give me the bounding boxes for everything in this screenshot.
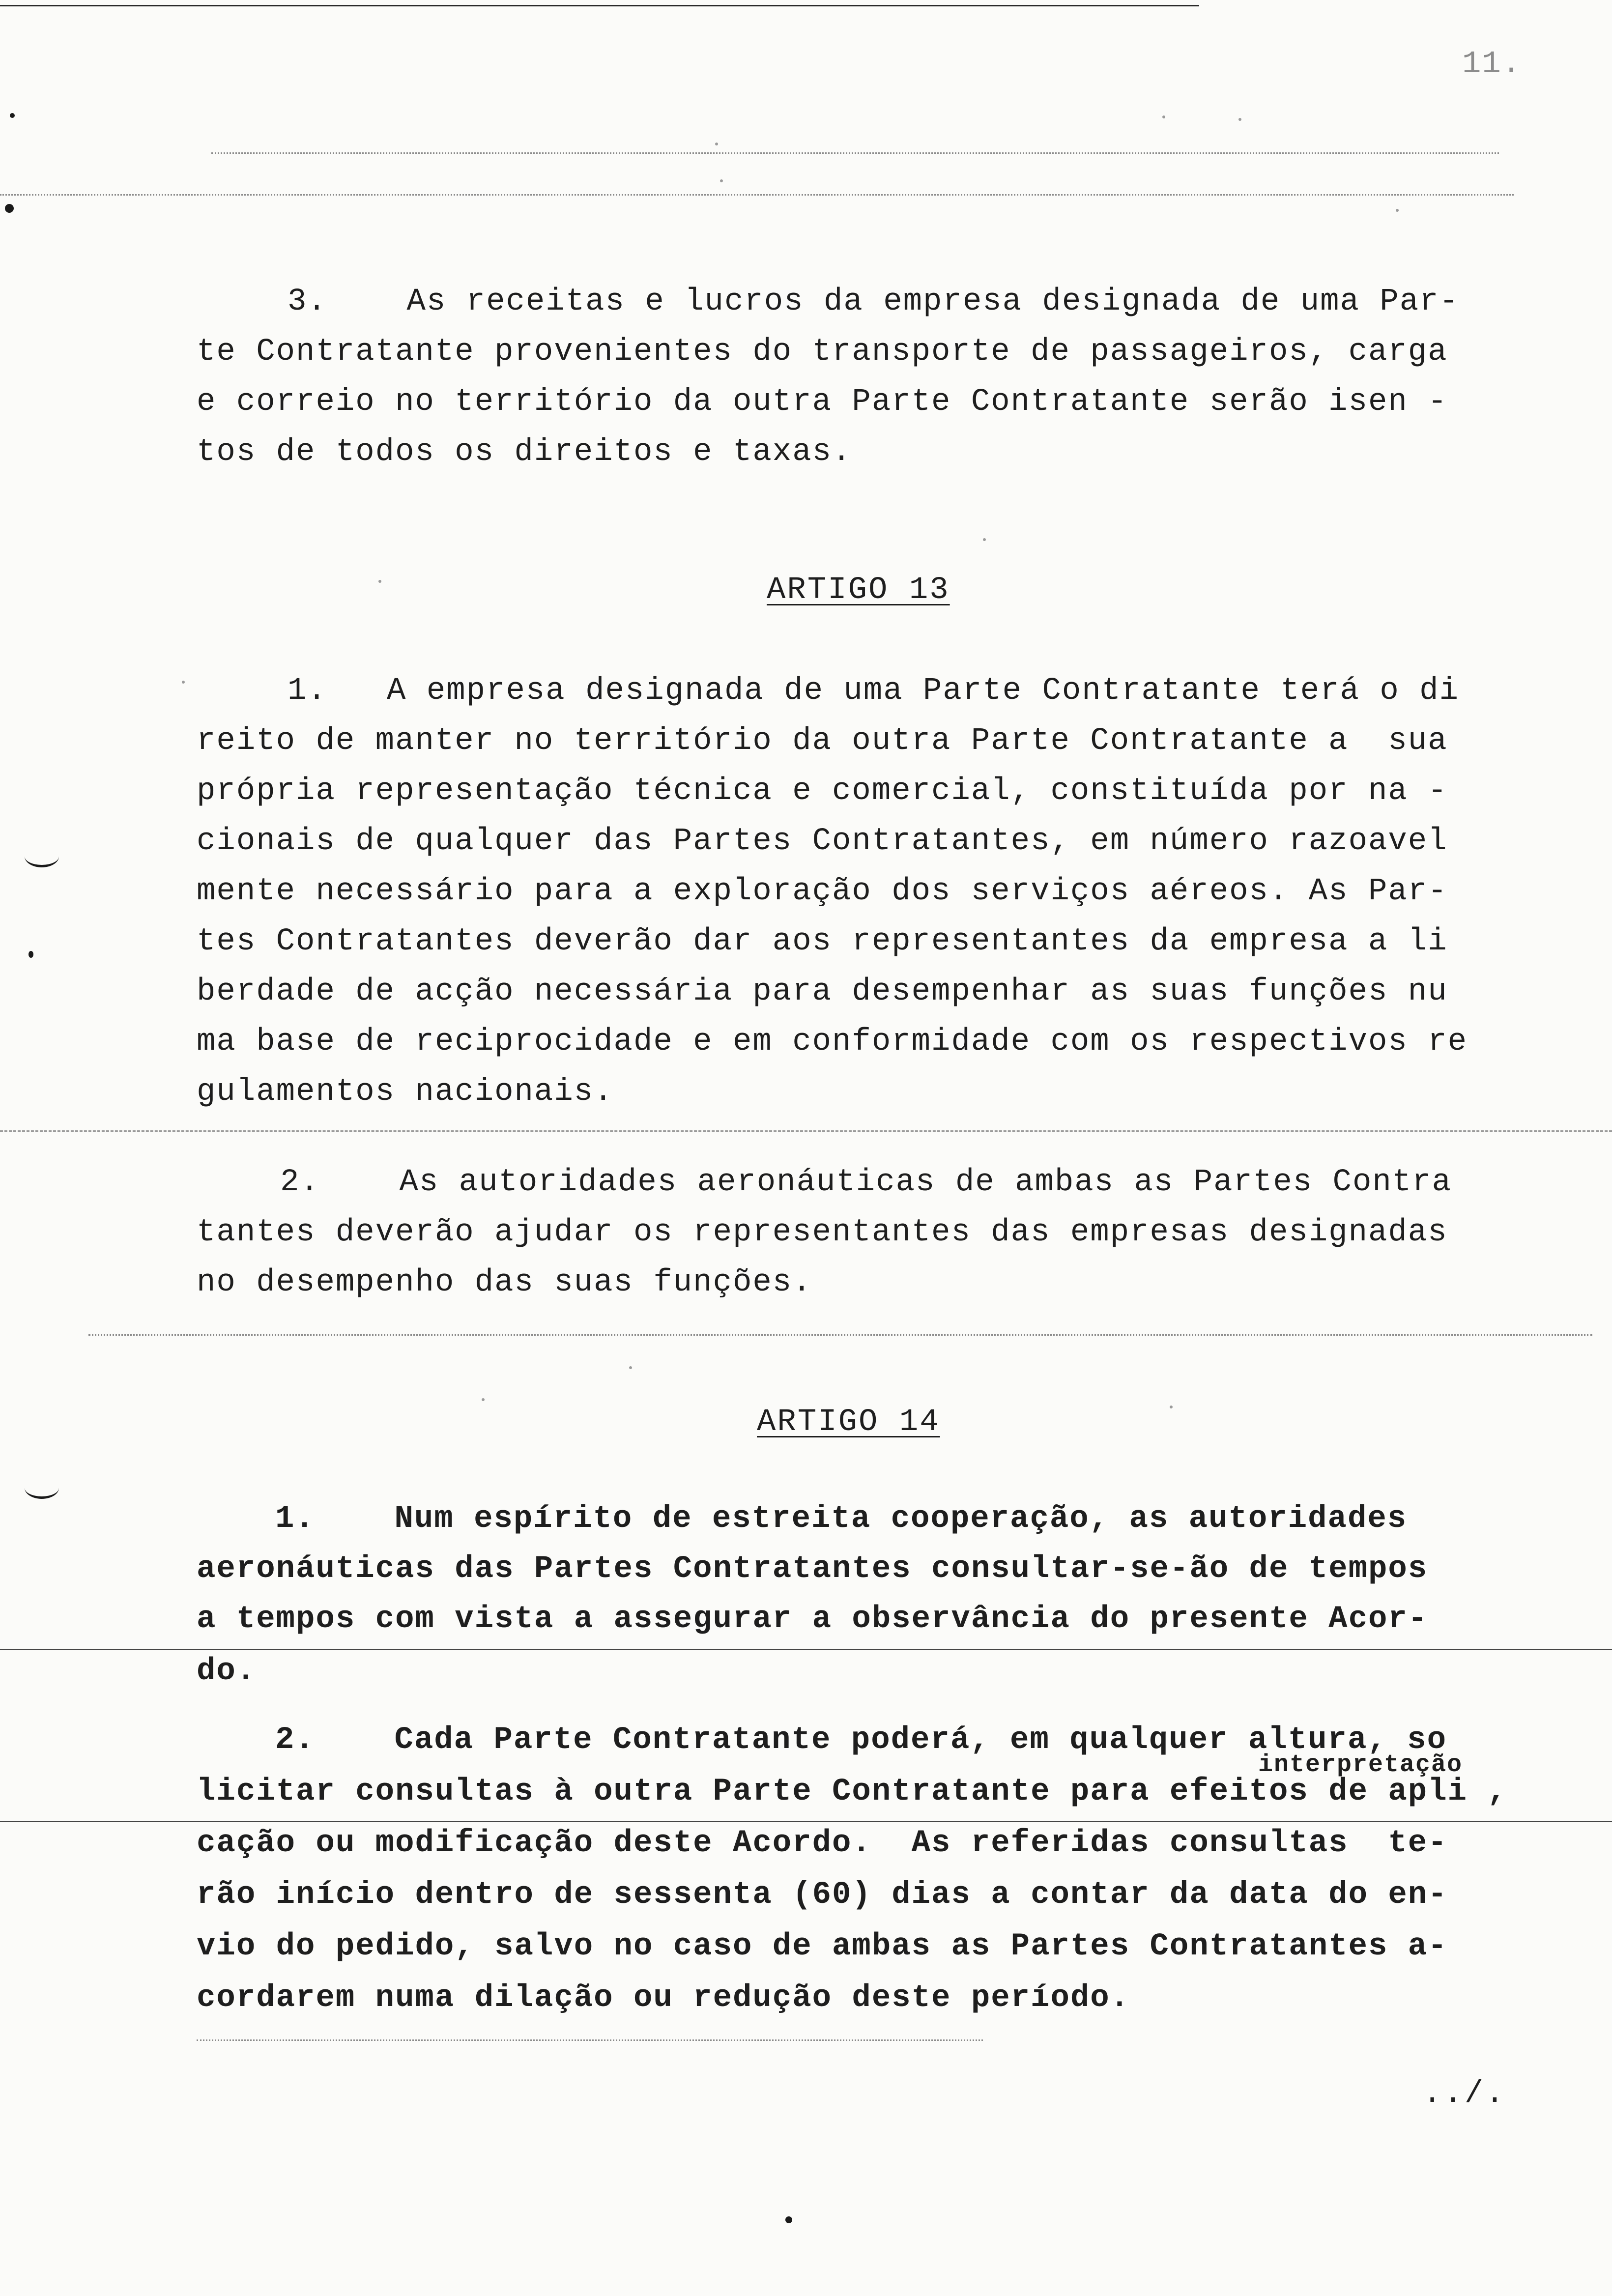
margin-mark xyxy=(785,2216,792,2223)
text-line: no desempenho das suas funções. xyxy=(197,1265,812,1300)
text-line: reito de manter no território da outra Parte Contratante a sua xyxy=(197,723,1448,759)
continuation-mark: ../. xyxy=(1423,2076,1506,2112)
punch-hole-mark xyxy=(25,1477,59,1499)
text-line: cordarem numa dilação ou redução deste período. xyxy=(197,1980,1130,2016)
text-line: 2. Cada Parte Contratante poderá, em qualquer altura, so xyxy=(275,1722,1447,1758)
text-line: mente necessário para a exploração dos serviços aéreos. As Par- xyxy=(197,874,1448,909)
speck xyxy=(629,1366,632,1369)
text-line: cionais de qualquer das Partes Contratantes, em número razoavel xyxy=(197,824,1448,859)
text-line: ma base de reciprocidade e em conformidade com os respectivos re xyxy=(197,1024,1468,1060)
text-line: te Contratante provenientes do transporte de passageiros, carga xyxy=(197,334,1448,370)
margin-mark xyxy=(5,204,14,213)
text-line: cação ou modificação deste Acordo. As referidas consultas te- xyxy=(197,1826,1448,1861)
speck xyxy=(1170,1406,1173,1408)
handwritten-insertion: interpretação xyxy=(1258,1751,1463,1779)
scan-artifact-line xyxy=(0,1821,1612,1822)
text-line: tantes deverão ajudar os representantes das empresas designadas xyxy=(197,1215,1448,1250)
top-border-line xyxy=(0,5,1199,6)
text-line: tos de todos os direitos e taxas. xyxy=(197,434,852,470)
text-line: gulamentos nacionais. xyxy=(197,1074,614,1110)
page-number: 11. xyxy=(1462,47,1522,82)
text-line: 1. Num espírito de estreita cooperação, as autoridades xyxy=(275,1501,1408,1537)
speck xyxy=(482,1398,485,1401)
scan-artifact-line xyxy=(88,1334,1592,1336)
scan-artifact-line xyxy=(0,1649,1612,1650)
scan-artifact-line xyxy=(0,1130,1612,1132)
text-line: aeronáuticas das Partes Contratantes consultar-se-ão de tempos xyxy=(197,1551,1428,1587)
speck xyxy=(720,179,723,182)
margin-mark xyxy=(10,113,15,118)
article-14-heading: ARTIGO 14 xyxy=(757,1405,940,1440)
text-line: berdade de acção necessária para desempenhar as suas funções nu xyxy=(197,974,1448,1009)
speck xyxy=(182,681,185,684)
scan-artifact-line xyxy=(197,2039,983,2041)
scan-artifact-line xyxy=(211,152,1499,154)
speck xyxy=(1238,118,1241,121)
speck xyxy=(1396,209,1399,212)
speck xyxy=(1162,115,1165,118)
text-line: própria representação técnica e comercial, constituída por na - xyxy=(197,774,1448,809)
text-line: 2. As autoridades aeronáuticas de ambas as Partes Contra xyxy=(280,1165,1452,1200)
text-line: vio do pedido, salvo no caso de ambas as Partes Contratantes a- xyxy=(197,1929,1448,1964)
speck xyxy=(715,143,718,145)
text-line: do. xyxy=(197,1654,257,1689)
text-line: tes Contratantes deverão dar aos representantes da empresa a li xyxy=(197,924,1448,959)
article-13-heading: ARTIGO 13 xyxy=(767,573,950,608)
text-line: licitar consultas à outra Parte Contratante para efeitos de apli , xyxy=(197,1774,1507,1809)
speck xyxy=(983,538,986,541)
text-line: e correio no território da outra Parte Contratante serão isen - xyxy=(197,384,1448,420)
scan-artifact-line xyxy=(0,194,1514,196)
margin-mark xyxy=(29,951,33,958)
text-line: 3. As receitas e lucros da empresa designada de uma Par- xyxy=(288,284,1459,319)
punch-hole-mark xyxy=(25,845,59,867)
text-line: rão início dentro de sessenta (60) dias a contar da data do en- xyxy=(197,1877,1448,1913)
speck xyxy=(378,580,381,583)
text-line: a tempos com vista a assegurar a observância do presente Acor- xyxy=(197,1602,1428,1637)
text-line: 1. A empresa designada de uma Parte Contratante terá o di xyxy=(288,673,1459,709)
